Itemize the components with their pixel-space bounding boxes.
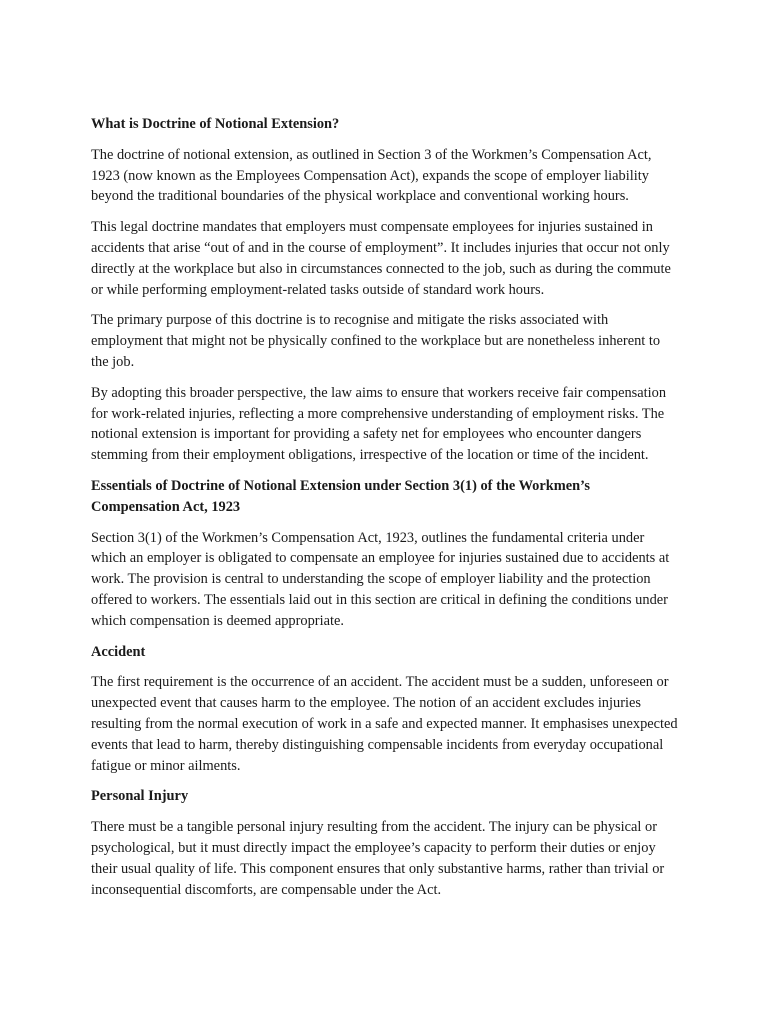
- accident-heading: Accident: [91, 643, 146, 660]
- document-title: What is Doctrine of Notional Extension?: [91, 116, 340, 132]
- paragraph: The primary purpose of this doctrine is to recognise and mitigate the risks associated with employment that might not be physically confined to the workplace but are nonetheless inherent to the job.: [91, 312, 661, 370]
- personal-injury-heading: Personal Injury: [91, 788, 189, 805]
- essentials-heading: Essentials of Doctrine of Notional Extension under Section 3(1) of the Workmen’s Compensation Act, 1923: [91, 477, 591, 515]
- document-page: [91, 114, 681, 910]
- essentials-paragraph: Section 3(1) of the Workmen’s Compensation Act, 1923, outlines the fundamental criteria under which an employer is obligated to compensate an employee for injuries sustained due to accidents at work. The provision is central to understanding the scope of employer liability and the protection offered to workers. The essentials laid out in this section are critical in defining the conditions under which compensation is deemed appropriate.: [91, 529, 670, 629]
- paragraph: By adopting this broader perspective, the law aims to ensure that workers receive fair compensation for work-related injuries, reflecting a more comprehensive understanding of employment risks. The notional extension is important for providing a safety net for employees who encounter dangers stemming from their employment obligations, irrespective of the location or time of the incident.: [91, 384, 667, 464]
- personal-injury-paragraph: There must be a tangible personal injury resulting from the accident. The injury can be physical or psychological, but it must directly impact the employee’s capacity to perform their duties or enjoy their usual quality of life. This component ensures that only substantive harms, rather than trivial or inconsequential discomforts, are compensable under the Act.: [91, 819, 665, 898]
- accident-paragraph: The first requirement is the occurrence of an accident. The accident must be a sudden, unforeseen or unexpected event that causes harm to the employee. The notion of an accident excludes injuries resulting from the normal execution of work in a safe and expected manner. It emphasises unexpected events that lead to harm, thereby distinguishing compensable incidents from everyday occupational fatigue or minor ailments.: [91, 674, 678, 774]
- paragraph: The doctrine of notional extension, as outlined in Section 3 of the Workmen’s Compensation Act, 1923 (now known as the Employees Compensation Act), expands the scope of employer liability beyond the traditional boundaries of the physical workplace and conventional working hours.: [91, 146, 652, 205]
- paragraph: This legal doctrine mandates that employers must compensate employees for injuries sustained in accidents that arise “out of and in the course of employment”. It includes injuries that occur not only directly at the workplace but also in circumstances connected to the job, such as during the commute or while performing employment-related tasks outside of standard work hours.: [91, 219, 671, 298]
